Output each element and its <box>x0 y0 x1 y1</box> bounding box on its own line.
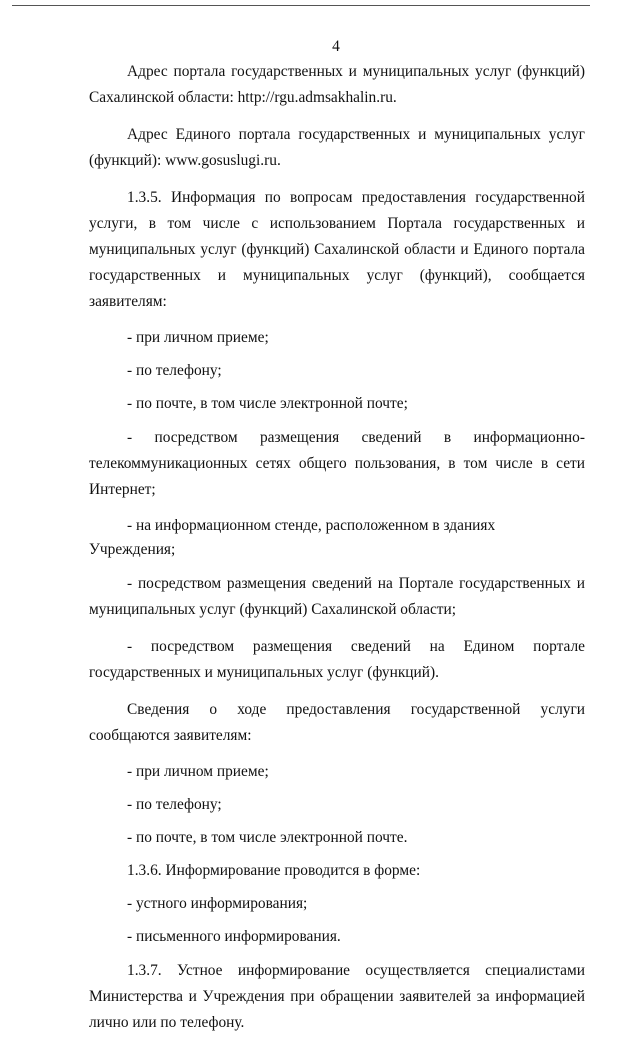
document-body <box>89 59 585 1047</box>
paragraph-1-3-7: 1.3.7. Устное информирование осуществляется специалистами Министерства и Учреждения при обращении заявителей за информацией лично или по телефону. <box>89 962 585 1031</box>
list-item: - по почте, в том числе электронной почте. <box>127 829 408 846</box>
list-item: - устного информирования; <box>127 895 308 912</box>
paragraph-1-3-6: 1.3.6. Информирование проводится в форме: <box>127 862 421 879</box>
list-item: - на информационном стенде, расположенном в зданиях Учреждения; <box>89 517 496 558</box>
paragraph-1-3-5: 1.3.5. Информация по вопросам предоставления государственной услуги, в том числе с использованием Портала государственных и муниципальных услуг (функций) Сахалинской области и Единого портала государственных и муниципальных услуг (функций), сообщается заявителям: <box>89 189 585 310</box>
list-item-regional-portal: - посредством размещения сведений на Портале государственных и муниципальных услуг (функций) Сахалинской области; <box>89 575 585 618</box>
list-item: - при личном приеме; <box>127 329 269 346</box>
page-number: 4 <box>332 38 340 55</box>
scan-edge-line <box>12 5 590 6</box>
paragraph-portal-address: Адрес портала государственных и муниципальных услуг (функций) Сахалинской области: http://rgu.admsakhalin.ru. <box>89 63 585 106</box>
list-item: - по телефону; <box>127 362 222 379</box>
list-item: - при личном приеме; <box>127 763 269 780</box>
list-item-info-networks: - посредством размещения сведений в информационно-телекоммуникационных сетях общего пользования, в том числе в сети Интернет; <box>89 429 585 498</box>
paragraph-unified-portal-address: Адрес Единого портала государственных и муниципальных услуг (функций): www.gosuslugi.ru. <box>89 126 585 169</box>
list-item: - письменного информирования. <box>127 928 341 945</box>
paragraph-progress-info: Сведения о ходе предоставления государственной услуги сообщаются заявителям: <box>89 701 585 744</box>
list-item: - по телефону; <box>127 796 222 813</box>
list-item-unified-portal: - посредством размещения сведений на Едином портале государственных и муниципальных услуг (функций). <box>89 638 585 681</box>
list-item: - по почте, в том числе электронной почте; <box>127 395 408 412</box>
